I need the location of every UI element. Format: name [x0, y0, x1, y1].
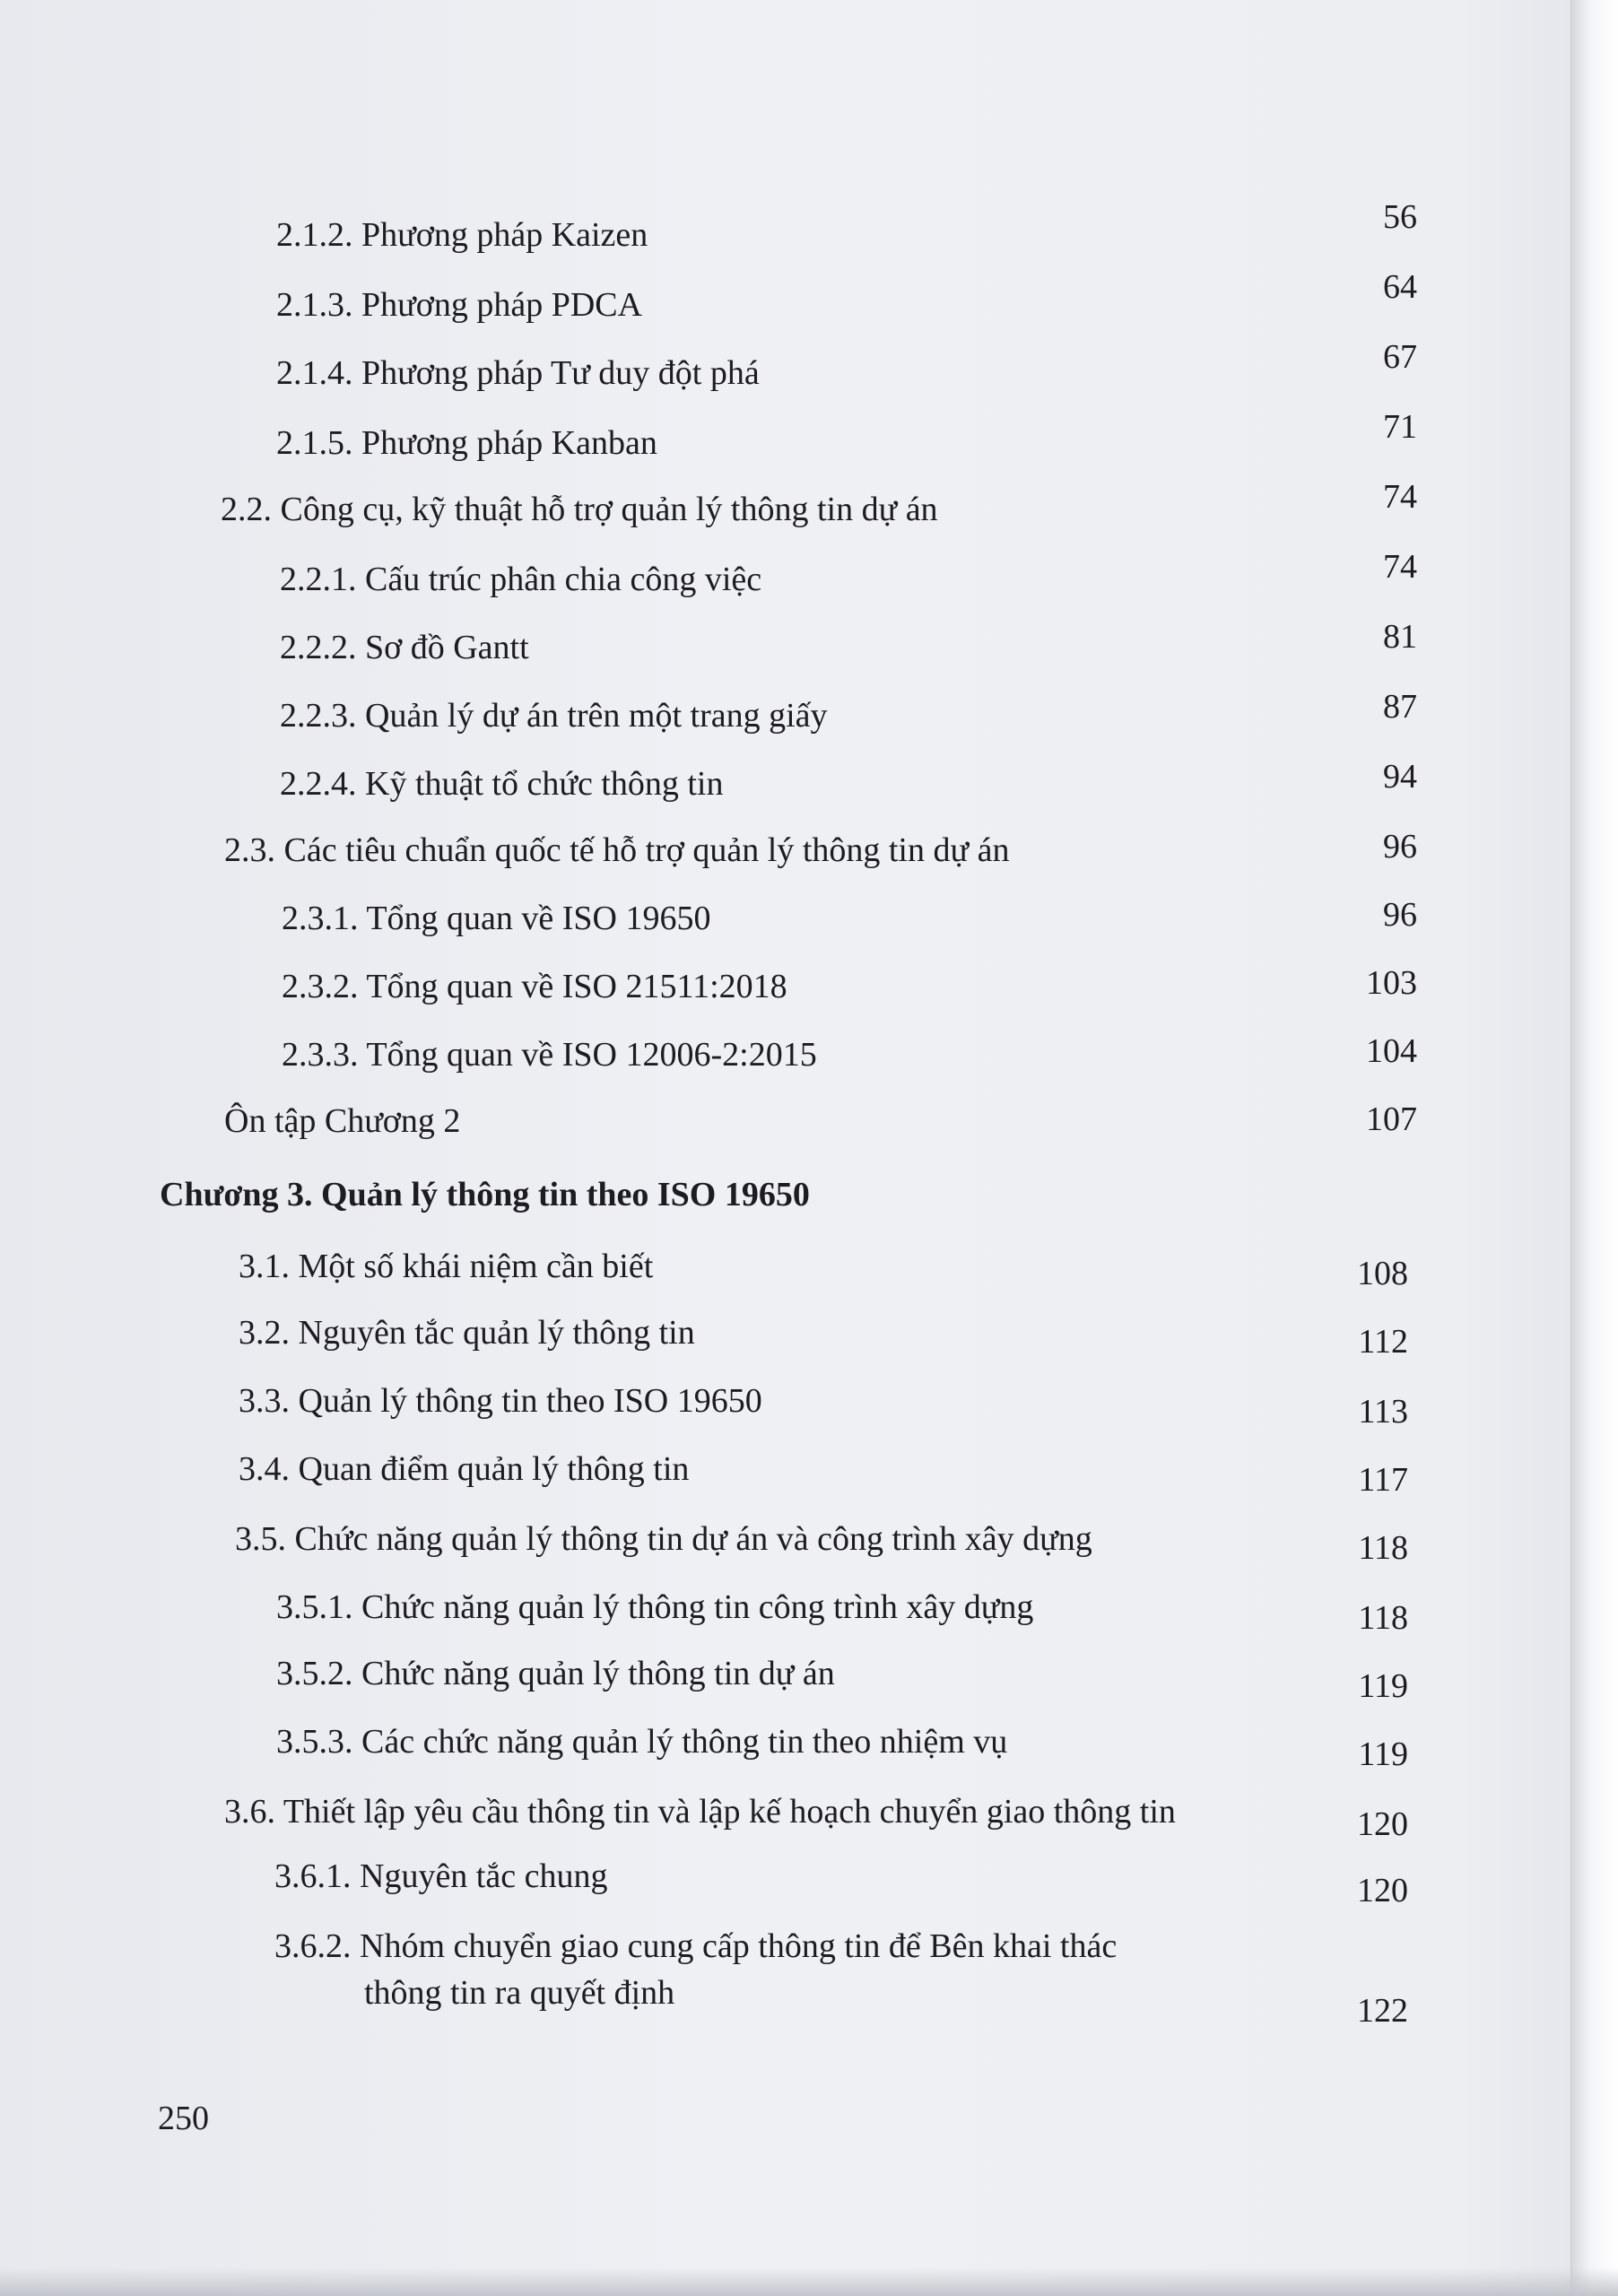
- toc-entry-page: 119: [1358, 1735, 1408, 1773]
- toc-entry-label: 3.5.2. Chức năng quản lý thông tin dự án: [276, 1655, 835, 1692]
- toc-entry-page: 94: [1383, 758, 1417, 796]
- toc-entry-page: 74: [1383, 478, 1417, 516]
- toc-entry-label: 3.4. Quan điểm quản lý thông tin: [239, 1450, 690, 1488]
- toc-entry-page: 118: [1358, 1599, 1408, 1637]
- toc-entry-label: 2.3.3. Tổng quan về ISO 12006-2:2015: [282, 1036, 817, 1074]
- toc-entry-page: 56: [1383, 198, 1417, 236]
- toc-entry-page: 64: [1383, 268, 1417, 306]
- toc-entry-page: 87: [1383, 688, 1417, 726]
- toc-entry-label: 2.3. Các tiêu chuẩn quốc tế hỗ trợ quản lý thông tin dự án: [224, 831, 1010, 869]
- toc-entry-label: Ôn tập Chương 2: [224, 1102, 461, 1140]
- toc-entry-label: 3.6. Thiết lập yêu cầu thông tin và lập kế hoạch chuyển giao thông tin: [224, 1793, 1176, 1831]
- page-number: 250: [158, 2100, 209, 2137]
- toc-entry-label: 3.6.2. Nhóm chuyển giao cung cấp thông tin để Bên khai thác: [274, 1927, 1118, 1965]
- toc-entry-label: 3.1. Một số khái niệm cần biết: [239, 1248, 654, 1285]
- toc-entry-page: 81: [1383, 618, 1417, 656]
- toc-entry-page: 112: [1358, 1323, 1408, 1361]
- toc-entry-label: 3.5.3. Các chức năng quản lý thông tin theo nhiệm vụ: [276, 1723, 1008, 1761]
- toc-entry-label: 3.6.1. Nguyên tắc chung: [274, 1857, 608, 1895]
- toc-entry-page: 96: [1383, 896, 1417, 934]
- toc-entry-label: 2.1.4. Phương pháp Tư duy đột phá: [276, 354, 760, 392]
- toc-entry-page: 96: [1383, 828, 1417, 865]
- toc-entry-page: 107: [1366, 1100, 1417, 1138]
- toc-entry-label: thông tin ra quyết định: [364, 1974, 675, 2012]
- toc-entry-page: 103: [1366, 964, 1417, 1002]
- toc-entry-label: 2.2. Công cụ, kỹ thuật hỗ trợ quản lý thông tin dự án: [221, 491, 938, 528]
- toc-entry-label: 3.5.1. Chức năng quản lý thông tin công trình xây dựng: [276, 1588, 1034, 1626]
- toc-entry-page: 120: [1357, 1805, 1408, 1843]
- toc-entry-page: 117: [1358, 1461, 1408, 1499]
- toc-entry-label: 2.3.2. Tổng quan về ISO 21511:2018: [282, 968, 787, 1005]
- toc-entry-page: 113: [1358, 1393, 1408, 1431]
- toc-entry-page: 108: [1357, 1255, 1408, 1292]
- toc-entry-page: 120: [1357, 1872, 1408, 1909]
- toc-entry-label: 2.1.3. Phương pháp PDCA: [276, 286, 643, 324]
- toc-entry-page: 67: [1383, 338, 1417, 376]
- toc-entry-page: 74: [1383, 548, 1417, 586]
- toc-entry-label: 2.2.2. Sơ đồ Gantt: [280, 629, 529, 666]
- toc-entry-label: 3.3. Quản lý thông tin theo ISO 19650: [239, 1382, 762, 1420]
- toc-entry-label: 2.1.2. Phương pháp Kaizen: [276, 216, 648, 254]
- toc-entry-page: 118: [1358, 1529, 1408, 1567]
- toc-entry-label: 2.2.3. Quản lý dự án trên một trang giấy: [280, 697, 828, 735]
- toc-entry-page: 122: [1357, 1992, 1408, 2030]
- toc-entry-label: 2.2.1. Cấu trúc phân chia công việc: [280, 561, 762, 598]
- toc-entry-page: 71: [1383, 408, 1417, 446]
- toc-entry-label: 2.1.5. Phương pháp Kanban: [276, 424, 657, 462]
- toc-entry-label: 3.2. Nguyên tắc quản lý thông tin: [239, 1314, 695, 1352]
- toc-entry-label: 2.2.4. Kỹ thuật tổ chức thông tin: [280, 765, 724, 803]
- toc-entry-page: 119: [1358, 1667, 1408, 1705]
- toc-entry-page: 104: [1366, 1032, 1417, 1070]
- chapter-heading-label: Chương 3. Quản lý thông tin theo ISO 19650: [160, 1176, 810, 1213]
- toc-entry-label: 2.3.1. Tổng quan về ISO 19650: [282, 900, 711, 937]
- toc-entry-label: 3.5. Chức năng quản lý thông tin dự án và công trình xây dựng: [235, 1520, 1092, 1558]
